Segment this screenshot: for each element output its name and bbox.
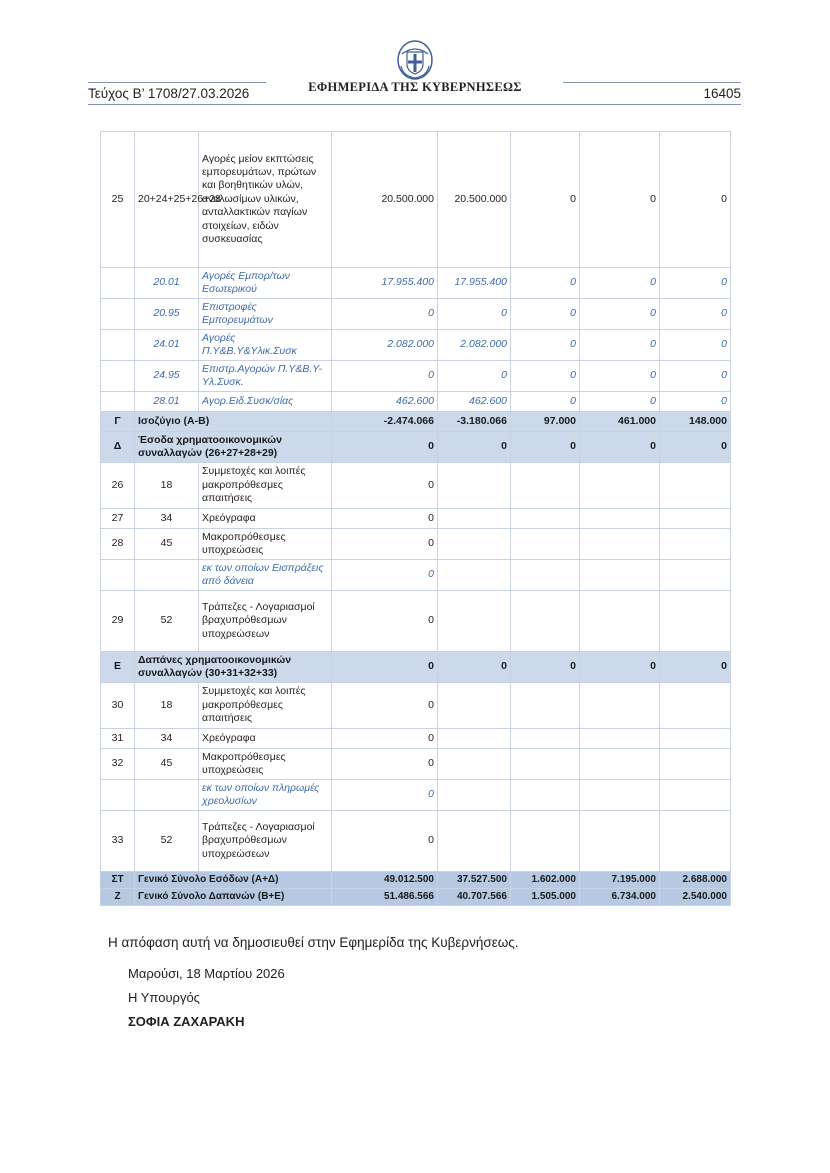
- amount-cell: [511, 749, 580, 780]
- amount-cell: 49.012.500: [332, 872, 438, 889]
- amount-cell: [580, 529, 660, 560]
- amount-cell: 0: [660, 361, 731, 392]
- issue-reference: Τεύχος Β’ 1708/27.03.2026: [88, 86, 250, 101]
- amount-cell: 0: [511, 432, 580, 463]
- row-code-cell: [101, 560, 135, 591]
- row-code-cell: 30: [101, 683, 135, 729]
- amount-cell: [511, 683, 580, 729]
- amount-cell: 17.955.400: [438, 268, 511, 299]
- amount-cell: [511, 509, 580, 529]
- amount-cell: 0: [332, 683, 438, 729]
- amount-cell: 462.600: [438, 392, 511, 412]
- table-row: [101, 683, 731, 729]
- row-code-cell: 33: [101, 811, 135, 872]
- amount-cell: 0: [332, 811, 438, 872]
- row-description-cell: Τράπεζες - Λογαριασμοί βραχυπρόθεσμων υποχρεώσεων: [199, 591, 332, 652]
- row-description-cell: Αγορές Εμπορ/των Εσωτερικού: [199, 268, 332, 299]
- table-row: [101, 392, 731, 412]
- row-code-cell: 29: [101, 591, 135, 652]
- amount-cell: 0: [511, 652, 580, 683]
- amount-cell: [580, 780, 660, 811]
- row-code-cell: Ε: [101, 652, 135, 683]
- amount-cell: 0: [332, 749, 438, 780]
- account-code-cell: 34: [135, 509, 199, 529]
- table-row: [101, 330, 731, 361]
- amount-cell: 0: [438, 361, 511, 392]
- row-code-cell: 32: [101, 749, 135, 780]
- amount-cell: 0: [660, 392, 731, 412]
- table-row: [101, 780, 731, 811]
- amount-cell: -3.180.066: [438, 412, 511, 432]
- amount-cell: [438, 749, 511, 780]
- table-row: [101, 811, 731, 872]
- amount-cell: [580, 683, 660, 729]
- account-code-cell: 45: [135, 749, 199, 780]
- amount-cell: 0: [511, 299, 580, 330]
- row-description-cell: Αγορές Π.Υ&Β.Υ&Υλικ.Συσκ: [199, 330, 332, 361]
- table-row: [101, 463, 731, 509]
- table-row: [101, 749, 731, 780]
- amount-cell: 0: [332, 299, 438, 330]
- amount-cell: [660, 729, 731, 749]
- row-description-cell: Αγορ.Ειδ.Συσκ/σίας: [199, 392, 332, 412]
- amount-cell: 0: [332, 780, 438, 811]
- amount-cell: [438, 509, 511, 529]
- amount-cell: [580, 729, 660, 749]
- row-description-cell: Γενικό Σύνολο Εσόδων (Α+Δ): [135, 872, 332, 889]
- row-code-cell: 26: [101, 463, 135, 509]
- row-code-cell: [101, 268, 135, 299]
- row-description-cell: Έσοδα χρηματοοικονομικών συναλλαγών (26+27+28+29): [135, 432, 332, 463]
- amount-cell: 0: [660, 432, 731, 463]
- row-code-cell: [101, 361, 135, 392]
- amount-cell: 0: [332, 560, 438, 591]
- amount-cell: [660, 591, 731, 652]
- row-code-cell: [101, 299, 135, 330]
- row-description-cell: Αγορές μείον εκπτώσεις εμπορευμάτων, πρώτων και βοηθητικών υλών, αναλωσίμων υλικών, ανταλλακτικών παγίων στοιχείων, ειδών συσκευασίας: [199, 132, 332, 268]
- amount-cell: 461.000: [580, 412, 660, 432]
- account-code-cell: 28.01: [135, 392, 199, 412]
- row-description-cell: Συμμετοχές και λοιπές μακροπρόθεσμες απαιτήσεις: [199, 683, 332, 729]
- amount-cell: -2.474.066: [332, 412, 438, 432]
- amount-cell: 2.082.000: [438, 330, 511, 361]
- amount-cell: 1.602.000: [511, 872, 580, 889]
- amount-cell: [580, 591, 660, 652]
- amount-cell: 0: [438, 299, 511, 330]
- amount-cell: [511, 463, 580, 509]
- amount-cell: 1.505.000: [511, 889, 580, 906]
- amount-cell: [660, 529, 731, 560]
- greek-emblem-icon: [397, 40, 433, 80]
- amount-cell: 462.600: [332, 392, 438, 412]
- amount-cell: 0: [511, 361, 580, 392]
- amount-cell: 0: [580, 652, 660, 683]
- amount-cell: 2.082.000: [332, 330, 438, 361]
- row-code-cell: Ζ: [101, 889, 135, 906]
- amount-cell: 0: [332, 432, 438, 463]
- amount-cell: 0: [580, 361, 660, 392]
- account-code-cell: 52: [135, 811, 199, 872]
- account-code-cell: [135, 780, 199, 811]
- account-code-cell: 20+24+25+26+28: [135, 132, 199, 268]
- amount-cell: [660, 780, 731, 811]
- amount-cell: 17.955.400: [332, 268, 438, 299]
- amount-cell: 20.500.000: [332, 132, 438, 268]
- amount-cell: 0: [438, 432, 511, 463]
- row-code-cell: 31: [101, 729, 135, 749]
- amount-cell: [438, 463, 511, 509]
- row-description-cell: Χρεόγραφα: [199, 729, 332, 749]
- table-row: [101, 652, 731, 683]
- signer-name: ΣΟΦΙΑ ΖΑΧΑΡΑΚΗ: [128, 1014, 245, 1029]
- amount-cell: [660, 560, 731, 591]
- amount-cell: 20.500.000: [438, 132, 511, 268]
- amount-cell: 0: [511, 132, 580, 268]
- amount-cell: [660, 509, 731, 529]
- row-description-cell: εκ των οποίων Εισπράξεις από δάνεια: [199, 560, 332, 591]
- row-code-cell: 28: [101, 529, 135, 560]
- table-row: [101, 132, 731, 268]
- account-code-cell: 20.95: [135, 299, 199, 330]
- amount-cell: [580, 509, 660, 529]
- amount-cell: [580, 749, 660, 780]
- amount-cell: 0: [660, 299, 731, 330]
- budget-table: [100, 131, 731, 906]
- page-number: 16405: [703, 86, 741, 101]
- amount-cell: 2.540.000: [660, 889, 731, 906]
- amount-cell: [511, 529, 580, 560]
- amount-cell: 37.527.500: [438, 872, 511, 889]
- amount-cell: 0: [332, 361, 438, 392]
- account-code-cell: 24.95: [135, 361, 199, 392]
- place-date: Μαρούσι, 18 Μαρτίου 2026: [128, 966, 285, 981]
- amount-cell: 0: [511, 330, 580, 361]
- account-code-cell: 20.01: [135, 268, 199, 299]
- amount-cell: 6.734.000: [580, 889, 660, 906]
- row-code-cell: [101, 780, 135, 811]
- amount-cell: 0: [580, 268, 660, 299]
- table-row: [101, 591, 731, 652]
- row-description-cell: Γενικό Σύνολο Δαπανών (Β+Ε): [135, 889, 332, 906]
- table-row: [101, 889, 731, 906]
- amount-cell: [580, 560, 660, 591]
- row-description-cell: Μακροπρόθεσμες υποχρεώσεις: [199, 529, 332, 560]
- amount-cell: 0: [511, 268, 580, 299]
- row-description-cell: Χρεόγραφα: [199, 509, 332, 529]
- amount-cell: 0: [438, 652, 511, 683]
- row-description-cell: Συμμετοχές και λοιπές μακροπρόθεσμες απαιτήσεις: [199, 463, 332, 509]
- table-row: [101, 509, 731, 529]
- row-description-cell: Μακροπρόθεσμες υποχρεώσεις: [199, 749, 332, 780]
- amount-cell: [438, 780, 511, 811]
- amount-cell: 0: [580, 392, 660, 412]
- table-row: [101, 412, 731, 432]
- account-code-cell: 45: [135, 529, 199, 560]
- amount-cell: 0: [332, 529, 438, 560]
- amount-cell: [438, 729, 511, 749]
- amount-cell: [660, 749, 731, 780]
- amount-cell: 0: [511, 392, 580, 412]
- table-row: [101, 361, 731, 392]
- table-row: [101, 560, 731, 591]
- row-code-cell: Δ: [101, 432, 135, 463]
- table-row: [101, 299, 731, 330]
- account-code-cell: 34: [135, 729, 199, 749]
- table-row: [101, 729, 731, 749]
- amount-cell: 97.000: [511, 412, 580, 432]
- amount-cell: [438, 560, 511, 591]
- account-code-cell: 18: [135, 463, 199, 509]
- table-row: [101, 872, 731, 889]
- table-row: [101, 529, 731, 560]
- amount-cell: [580, 463, 660, 509]
- row-code-cell: Γ: [101, 412, 135, 432]
- amount-cell: [511, 780, 580, 811]
- amount-cell: 0: [660, 268, 731, 299]
- signer-role: Η Υπουργός: [128, 990, 200, 1005]
- amount-cell: [438, 683, 511, 729]
- amount-cell: 0: [580, 132, 660, 268]
- row-code-cell: [101, 330, 135, 361]
- account-code-cell: 52: [135, 591, 199, 652]
- amount-cell: [511, 591, 580, 652]
- row-code-cell: ΣΤ: [101, 872, 135, 889]
- row-code-cell: 25: [101, 132, 135, 268]
- table-row: [101, 432, 731, 463]
- gazette-title: ΕΦΗΜΕΡΙΔΑ ΤΗΣ ΚΥΒΕΡΝΗΣΕΩΣ: [308, 80, 522, 94]
- amount-cell: 0: [332, 591, 438, 652]
- amount-cell: [580, 811, 660, 872]
- amount-cell: [511, 560, 580, 591]
- amount-cell: 40.707.566: [438, 889, 511, 906]
- amount-cell: [660, 683, 731, 729]
- row-description-cell: εκ των οποίων πληρωμές χρεολυσίων: [199, 780, 332, 811]
- account-code-cell: [135, 560, 199, 591]
- account-code-cell: 24.01: [135, 330, 199, 361]
- amount-cell: 0: [660, 132, 731, 268]
- account-code-cell: 18: [135, 683, 199, 729]
- amount-cell: 0: [332, 652, 438, 683]
- amount-cell: 7.195.000: [580, 872, 660, 889]
- amount-cell: [438, 591, 511, 652]
- row-description-cell: Τράπεζες - Λογαριασμοί βραχυπρόθεσμων υποχρεώσεων: [199, 811, 332, 872]
- amount-cell: 0: [580, 299, 660, 330]
- row-code-cell: [101, 392, 135, 412]
- amount-cell: [511, 729, 580, 749]
- amount-cell: 0: [332, 509, 438, 529]
- amount-cell: [660, 811, 731, 872]
- amount-cell: [438, 529, 511, 560]
- amount-cell: [660, 463, 731, 509]
- closing-statement: Η απόφαση αυτή να δημοσιευθεί στην Εφημερίδα της Κυβερνήσεως.: [108, 935, 519, 950]
- table-row: [101, 268, 731, 299]
- amount-cell: 51.486.566: [332, 889, 438, 906]
- amount-cell: 0: [580, 432, 660, 463]
- amount-cell: [438, 811, 511, 872]
- amount-cell: 0: [332, 729, 438, 749]
- amount-cell: 0: [332, 463, 438, 509]
- amount-cell: 2.688.000: [660, 872, 731, 889]
- amount-cell: 0: [660, 330, 731, 361]
- amount-cell: 0: [580, 330, 660, 361]
- row-code-cell: 27: [101, 509, 135, 529]
- row-description-cell: Επιστροφές Εμπορευμάτων: [199, 299, 332, 330]
- amount-cell: [511, 811, 580, 872]
- row-description-cell: Δαπάνες χρηματοοικονομικών συναλλαγών (30+31+32+33): [135, 652, 332, 683]
- row-description-cell: Ισοζύγιο (Α-Β): [135, 412, 332, 432]
- row-description-cell: Επιστρ.Αγορών Π.Υ&Β.Υ-Υλ.Συσκ.: [199, 361, 332, 392]
- amount-cell: 148.000: [660, 412, 731, 432]
- amount-cell: 0: [660, 652, 731, 683]
